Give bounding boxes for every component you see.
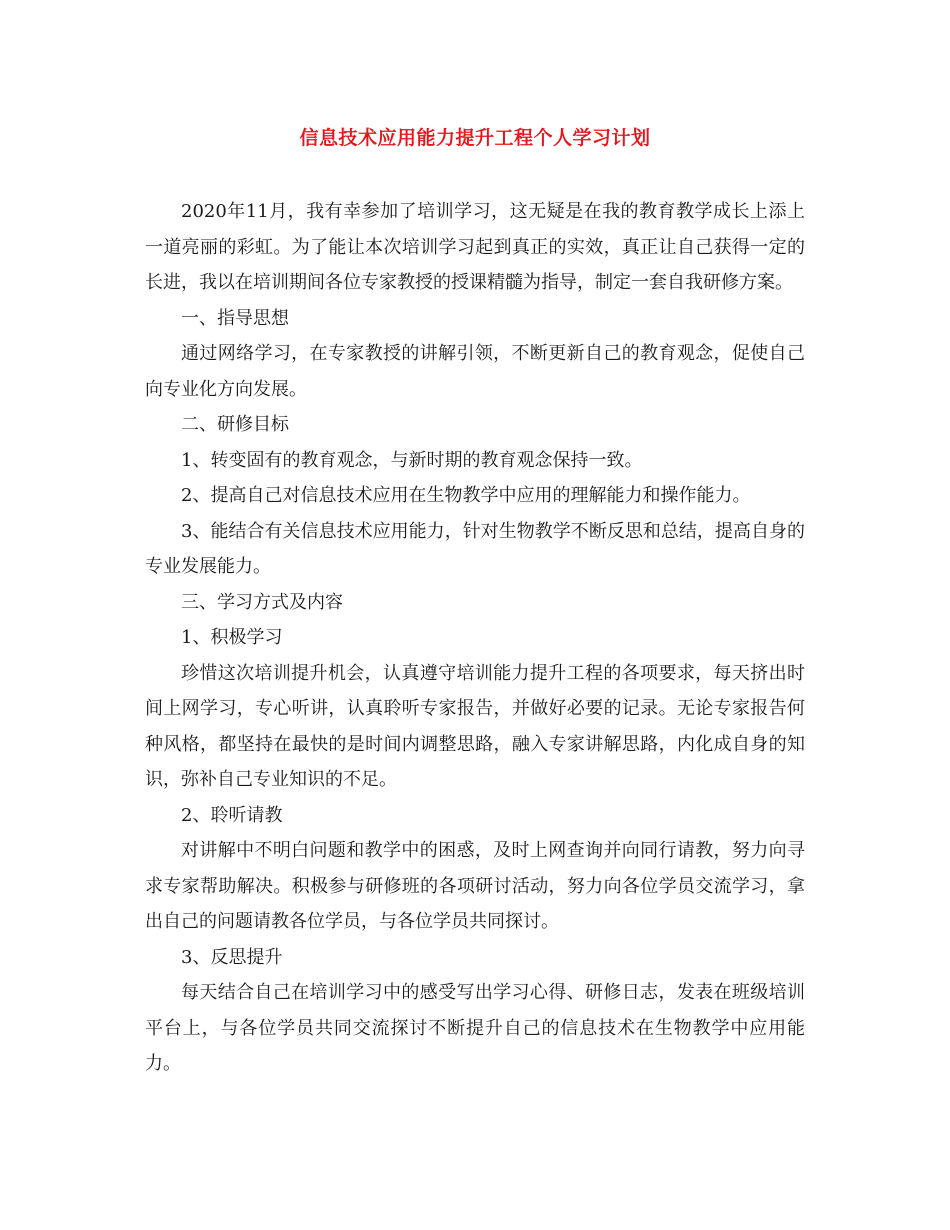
paragraph-reflect-improve: 每天结合自己在培训学习中的感受写出学习心得、研修日志，发表在班级培训平台上，与各位学员共同交流探讨不断提升自己的信息技术在生物教学中应用能力。	[145, 982, 805, 1074]
heading-study-methods: 三、学习方式及内容	[181, 591, 343, 613]
document-title: 信息技术应用能力提升工程个人学习计划	[299, 127, 651, 149]
goal-item-3: 3、能结合有关信息技术应用能力，针对生物教学不断反思和总结，提高自身的专业发展能力。	[145, 520, 805, 577]
goal-item-2: 2、提高自己对信息技术应用在生物教学中应用的理解能力和操作能力。	[181, 485, 751, 506]
heading-study-goals: 二、研修目标	[181, 414, 289, 435]
subheading-listen-consult: 2、聆听请教	[181, 804, 283, 826]
paragraph-active-learning: 珍惜这次培训提升机会，认真遵守培训能力提升工程的各项要求，每天挤出时间上网学习，专心听讲，认真聆听专家报告，并做好必要的记录。无论专家报告何种风格，都坚持在最快的是时间内调整思路，融入专家讲解思路，内化成自身的知识，弥补自己专业知识的不足。	[145, 662, 805, 790]
paragraph-intro: 2020年11月，我有幸参加了培训学习，这无疑是在我的教育教学成长上添上一道亮丽的彩虹。为了能让本次培训学习起到真正的实效，真正让自己获得一定的长进，我以在培训期间各位专家教授的授课精髓为指导，制定一套自我研修方案。	[145, 201, 805, 293]
goal-item-1: 1、转变固有的教育观念，与新时期的教育观念保持一致。	[181, 449, 643, 471]
heading-guiding-ideology: 一、指导思想	[181, 307, 289, 329]
paragraph-listen-consult: 对讲解中不明白问题和教学中的困惑，及时上网查询并向同行请教，努力向寻求专家帮助解决。积极参与研修班的各项研讨活动，努力向各位学员交流学习，拿出自己的问题请教各位学员，与各位学员共同探讨。	[145, 840, 805, 932]
subheading-active-learning: 1、积极学习	[181, 627, 283, 648]
document-body	[145, 194, 805, 1082]
subheading-reflect-improve: 3、反思提升	[181, 946, 283, 968]
paragraph-guiding-ideology: 通过网络学习，在专家教授的讲解引领，不断更新自己的教育观念，促使自己向专业化方向发展。	[145, 343, 805, 400]
